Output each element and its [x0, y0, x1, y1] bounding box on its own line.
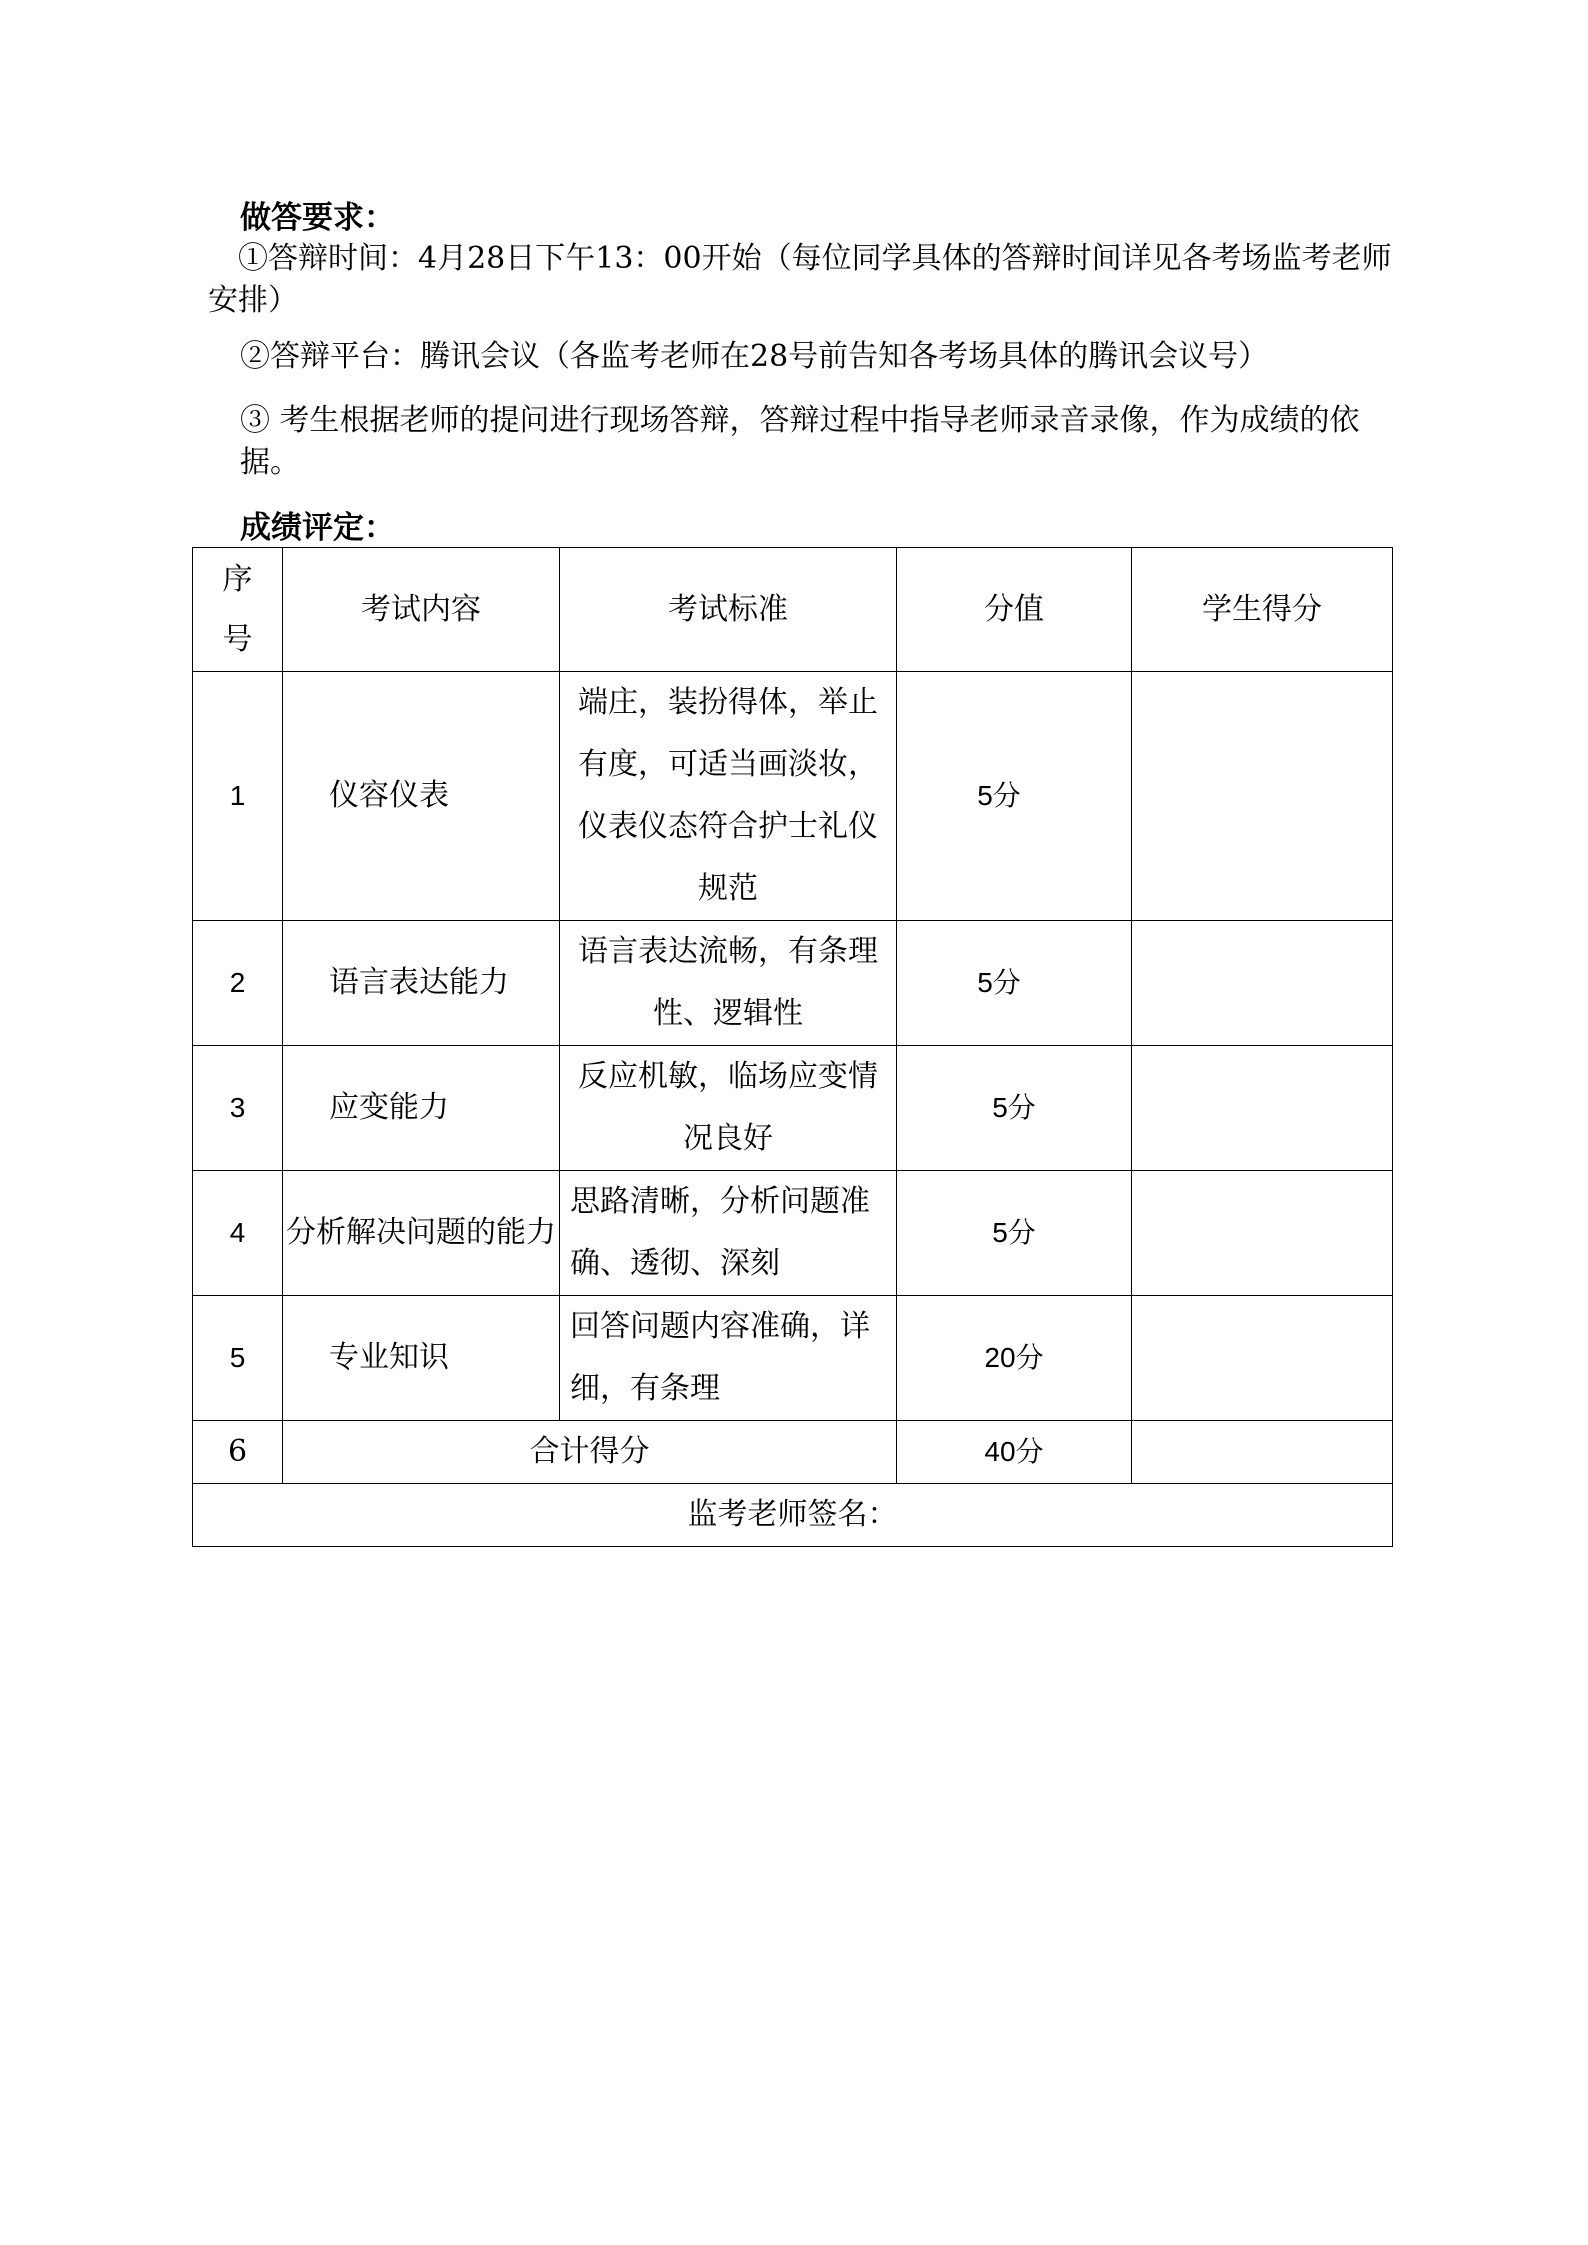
row-value: 5分 [897, 1046, 1132, 1171]
total-label: 合计得分 [283, 1421, 897, 1484]
table-header-row [193, 548, 1393, 672]
header-no: 序号 [193, 548, 283, 672]
requirement-item-time: ①答辩时间：4月28日下午13：00开始（每位同学具体的答辩时间详见各考场监考老师安排） [208, 241, 1392, 318]
table-row [193, 1046, 1393, 1171]
table-row [193, 1296, 1393, 1421]
row-standard: 回答问题内容准确，详细，有条理 [560, 1296, 897, 1421]
row-no: 1 [193, 672, 283, 921]
total-no: 6 [193, 1421, 283, 1484]
signature-row [193, 1484, 1393, 1547]
requirements-heading: 做答要求： [240, 200, 395, 236]
header-item: 考试内容 [283, 548, 560, 672]
row-no: 4 [193, 1171, 283, 1296]
total-row [193, 1421, 1393, 1484]
row-item: 仪容仪表 [283, 672, 560, 921]
row-student-score [1132, 1046, 1393, 1171]
score-heading: 成绩评定： [240, 510, 395, 546]
table-row [193, 1171, 1393, 1296]
row-standard: 端庄，装扮得体，举止有度，可适当画淡妆，仪表仪态符合护士礼仪规范 [560, 672, 897, 921]
row-item: 应变能力 [283, 1046, 560, 1171]
row-value: 5分 [897, 672, 1132, 921]
total-student-score [1132, 1421, 1393, 1484]
proctor-signature: 监考老师签名： [193, 1484, 1393, 1547]
row-student-score [1132, 672, 1393, 921]
row-student-score [1132, 1171, 1393, 1296]
row-student-score [1132, 1296, 1393, 1421]
header-student-score: 学生得分 [1132, 548, 1393, 672]
row-no: 5 [193, 1296, 283, 1421]
table-row [193, 672, 1393, 921]
row-student-score [1132, 921, 1393, 1046]
row-standard: 思路清晰，分析问题准确、透彻、深刻 [560, 1171, 897, 1296]
row-item: 分析解决问题的能力 [283, 1171, 560, 1296]
header-standard: 考试标准 [560, 548, 897, 672]
requirement-item-process: ③ 考生根据老师的提问进行现场答辩，答辩过程中指导老师录音录像，作为成绩的依据。 [240, 403, 1360, 480]
requirement-item-platform: ②答辩平台：腾讯会议（各监考老师在28号前告知各考场具体的腾讯会议号） [240, 339, 1269, 374]
table-row [193, 921, 1393, 1046]
row-standard: 反应机敏，临场应变情况良好 [560, 1046, 897, 1171]
row-value: 20分 [897, 1296, 1132, 1421]
row-no: 2 [193, 921, 283, 1046]
row-standard: 语言表达流畅，有条理性、逻辑性 [560, 921, 897, 1046]
row-value: 5分 [897, 921, 1132, 1046]
row-value: 5分 [897, 1171, 1132, 1296]
header-value: 分值 [897, 548, 1132, 672]
row-item: 专业知识 [283, 1296, 560, 1421]
score-table [192, 547, 1393, 1547]
row-item: 语言表达能力 [283, 921, 560, 1046]
total-value: 40分 [897, 1421, 1132, 1484]
row-no: 3 [193, 1046, 283, 1171]
